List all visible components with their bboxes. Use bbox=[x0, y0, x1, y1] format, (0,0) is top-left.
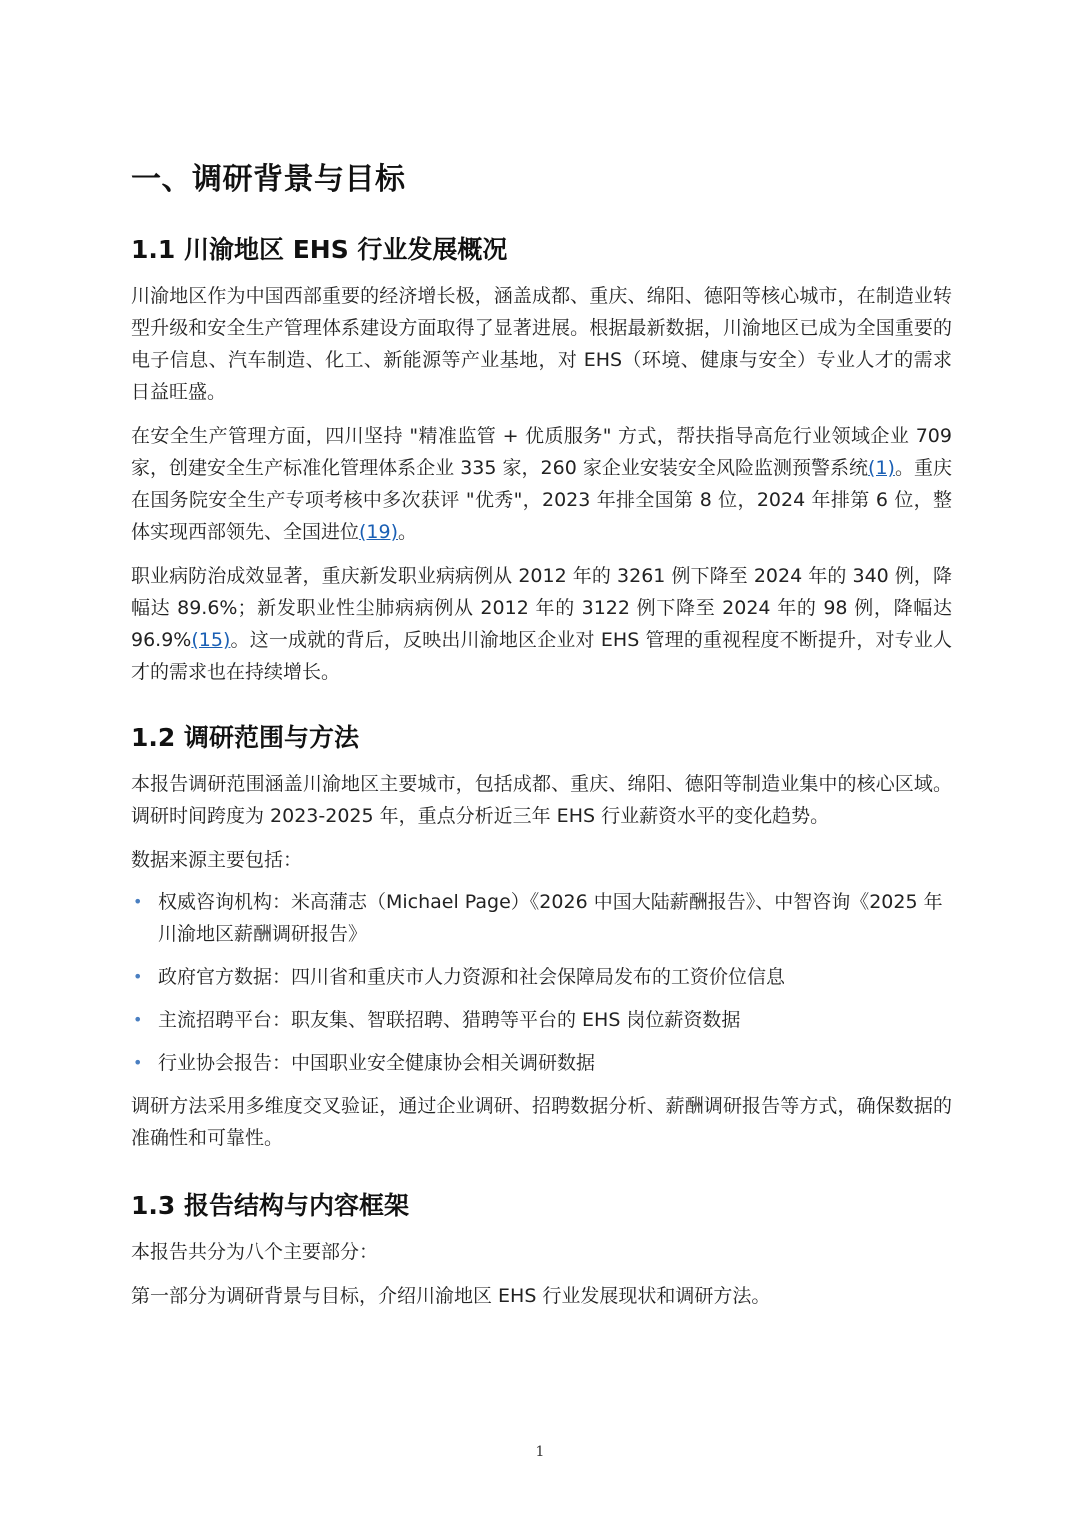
list-item-text: 政府官方数据：四川省和重庆市人力资源和社会保障局发布的工资价位信息 bbox=[158, 966, 786, 988]
section-heading-1-1: 1.1 川渝地区 EHS 行业发展概况 bbox=[131, 235, 508, 264]
list-item bbox=[131, 961, 952, 993]
page-number: 1 bbox=[535, 1444, 545, 1460]
text-segment: 职业病防治成效显著，重庆新发职业病病例从 2012 年的 3261 例下降至 2024 年的 340 例，降幅达 89.6%；新发职业性尘肺病病例从 2012 年的 3122 例下降至 2024 年的 98 例，降幅达 96.9% bbox=[131, 565, 952, 651]
bullet-icon: • bbox=[133, 1010, 143, 1029]
paragraph-overview: 川渝地区作为中国西部重要的经济增长极，涵盖成都、重庆、绵阳、德阳等核心城市，在制造业转型升级和安全生产管理体系建设方面取得了显著进展。根据最新数据，川渝地区已成为全国重要的电子信息、汽车制造、化工、新能源等产业基地，对 EHS（环境、健康与安全）专业人才的需求日益旺盛。 bbox=[131, 285, 952, 403]
list-item-text: 主流招聘平台：职友集、智联招聘、猎聘等平台的 EHS 岗位薪资数据 bbox=[158, 1009, 741, 1031]
text-segment: 在安全生产管理方面，四川坚持 "精准监管 + 优质服务" 方式，帮扶指导高危行业领域企业 709 家，创建安全生产标准化管理体系企业 335 家，260 家企业安装安全风险监测预警系统 bbox=[131, 425, 952, 479]
text-segment: 。这一成就的背后，反映出川渝地区企业对 EHS 管理的重视程度不断提升，对专业人才的需求也在持续增长。 bbox=[131, 629, 952, 683]
citation-link-19[interactable]: (19) bbox=[359, 521, 399, 543]
text-segment: 。重庆在国务院安全生产专项考核中多次获评 "优秀"，2023 年排全国第 8 位，2024 年排第 6 位，整体实现西部领先、全国进位 bbox=[131, 457, 952, 543]
bullet-icon: • bbox=[133, 967, 143, 986]
data-sources-list bbox=[131, 886, 952, 1079]
list-item bbox=[131, 1004, 952, 1036]
citation-link-1[interactable]: (1) bbox=[868, 457, 895, 479]
list-item-text: 权威咨询机构：米高蒲志（Michael Page）《2026 中国大陆薪酬报告》、中智咨询《2025 年川渝地区薪酬调研报告》 bbox=[158, 891, 943, 945]
chapter-title: 一、调研背景与目标 bbox=[131, 162, 406, 197]
paragraph-occupational-disease bbox=[131, 560, 952, 688]
bullet-icon: • bbox=[133, 892, 143, 911]
paragraph-methodology: 调研方法采用多维度交叉验证，通过企业调研、招聘数据分析、薪酬调研报告等方式，确保数据的准确性和可靠性。 bbox=[131, 1095, 952, 1149]
list-item bbox=[131, 886, 952, 950]
bullet-icon: • bbox=[133, 1053, 143, 1072]
paragraph-data-sources-intro: 数据来源主要包括： bbox=[131, 849, 303, 871]
paragraph-structure-intro: 本报告共分为八个主要部分： bbox=[131, 1241, 379, 1263]
paragraph-part-one: 第一部分为调研背景与目标，介绍川渝地区 EHS 行业发展现状和调研方法。 bbox=[131, 1285, 771, 1307]
section-heading-1-3: 1.3 报告结构与内容框架 bbox=[131, 1191, 409, 1220]
list-item-text: 行业协会报告：中国职业安全健康协会相关调研数据 bbox=[158, 1052, 596, 1074]
list-item bbox=[131, 1047, 952, 1079]
paragraph-safety-management bbox=[131, 420, 952, 548]
citation-link-15[interactable]: (15) bbox=[191, 629, 231, 651]
section-heading-1-2: 1.2 调研范围与方法 bbox=[131, 723, 359, 752]
paragraph-scope: 本报告调研范围涵盖川渝地区主要城市，包括成都、重庆、绵阳、德阳等制造业集中的核心区域。调研时间跨度为 2023-2025 年，重点分析近三年 EHS 行业薪资水平的变化趋势。 bbox=[131, 773, 952, 827]
text-segment: 。 bbox=[398, 521, 418, 543]
